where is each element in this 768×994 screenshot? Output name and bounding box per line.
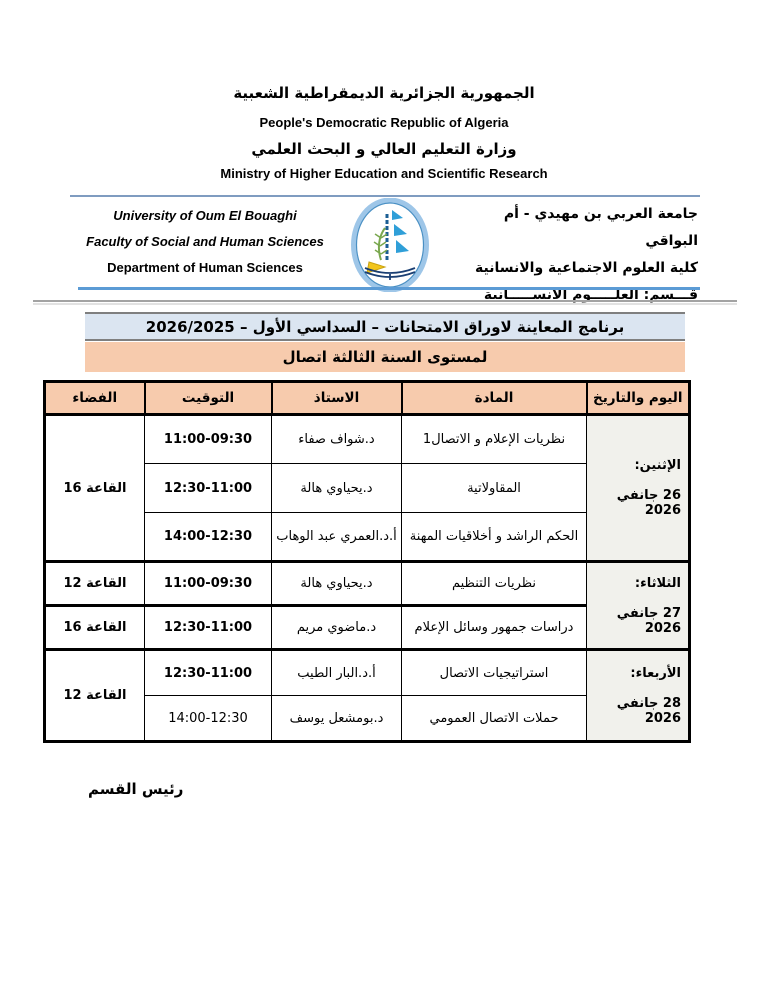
faculty-name-ar: كلية العلوم الاجتماعية والانسانية: [475, 260, 698, 276]
subject-cell: نظريات الإعلام و الاتصال1: [402, 415, 587, 464]
room-cell: القاعة 12: [45, 562, 145, 606]
university-emblem-icon: [350, 198, 430, 292]
subject-cell: المقاولاتية: [402, 464, 587, 513]
republic-title-en: People's Democratic Republic of Algeria: [259, 115, 509, 130]
time-cell: 14:00-12:30: [145, 513, 272, 562]
room-cell: القاعة 16: [45, 415, 145, 562]
professor-cell: د.شواف صفاء: [272, 415, 402, 464]
room-cell: القاعة 16: [45, 606, 145, 650]
ministry-title-ar: وزارة التعليم العالي و البحث العلمي: [251, 140, 517, 158]
day-name: الإثنين:: [634, 458, 681, 473]
professor-cell: أ.د.البار الطيب: [272, 650, 402, 696]
section-separator-line: [33, 300, 737, 303]
faculty-name-en: Faculty of Social and Human Sciences: [86, 234, 324, 249]
republic-title-ar: الجمهورية الجزائرية الديمقراطية الشعبية: [233, 84, 535, 102]
room-cell: القاعة 12: [45, 650, 145, 742]
time-cell: 14:00-12:30: [145, 696, 272, 742]
exam-schedule-table: [43, 380, 691, 743]
time-cell: 12:30-11:00: [145, 650, 272, 696]
institution-block-english: [80, 203, 330, 281]
professor-cell: أ.د.العمري عبد الوهاب: [272, 513, 402, 562]
day-date: 26 جانفي 2026: [616, 488, 681, 518]
day-cell-tuesday: [587, 562, 690, 650]
institution-block-arabic: [468, 201, 698, 309]
university-logo: [350, 198, 430, 292]
col-header-room: الفضاء: [45, 382, 145, 415]
subject-cell: دراسات جمهور وسائل الإعلام: [402, 606, 587, 650]
professor-cell: د.بومشعل يوسف: [272, 696, 402, 742]
institution-top-rule: [70, 195, 700, 197]
program-title-banner: برنامج المعاينة لاوراق الامتحانات – السداسي الأول – 2026/2025: [85, 312, 685, 341]
ministry-title-en: Ministry of Higher Education and Scientific Research: [220, 166, 548, 181]
professor-cell: د.ماضوي مريم: [272, 606, 402, 650]
day-date: 28 جانفي 2026: [616, 695, 681, 726]
professor-cell: د.يحياوي هالة: [272, 464, 402, 513]
day-cell-monday: [587, 415, 690, 562]
time-cell: 11:00-09:30: [145, 415, 272, 464]
subject-cell: حملات الاتصال العمومي: [402, 696, 587, 742]
department-name-en: Department of Human Sciences: [107, 260, 303, 275]
day-name: الأربعاء:: [630, 665, 681, 681]
col-header-subject: المادة: [402, 382, 587, 415]
col-header-time: التوقيت: [145, 382, 272, 415]
day-cell-wednesday: [587, 650, 690, 742]
time-cell: 11:00-09:30: [145, 562, 272, 606]
level-title-banner: لمستوى السنة الثالثة اتصال: [85, 342, 685, 372]
department-head-signature: رئيس القسم: [88, 780, 184, 798]
day-date: 27 جانفي 2026: [616, 605, 681, 636]
institution-bottom-rule: [78, 287, 700, 290]
time-cell: 12:30-11:00: [145, 606, 272, 650]
day-name: الثلاثاء:: [634, 575, 681, 591]
col-header-professor: الاستاذ: [272, 382, 402, 415]
department-name-ar: قـــسم: العلـــــوم الانســـــانية: [483, 287, 698, 303]
time-cell: 12:30-11:00: [145, 464, 272, 513]
university-name-en: University of Oum El Bouaghi: [113, 208, 297, 223]
subject-cell: الحكم الراشد و أخلاقيات المهنة: [402, 513, 587, 562]
subject-cell: نظريات التنظيم: [402, 562, 587, 606]
university-name-ar: جامعة العربي بن مهيدي - أم البواقي: [503, 206, 698, 249]
subject-cell: استراتيجيات الاتصال: [402, 650, 587, 696]
col-header-day: اليوم والتاريخ: [587, 382, 690, 415]
professor-cell: د.يحياوي هالة: [272, 562, 402, 606]
